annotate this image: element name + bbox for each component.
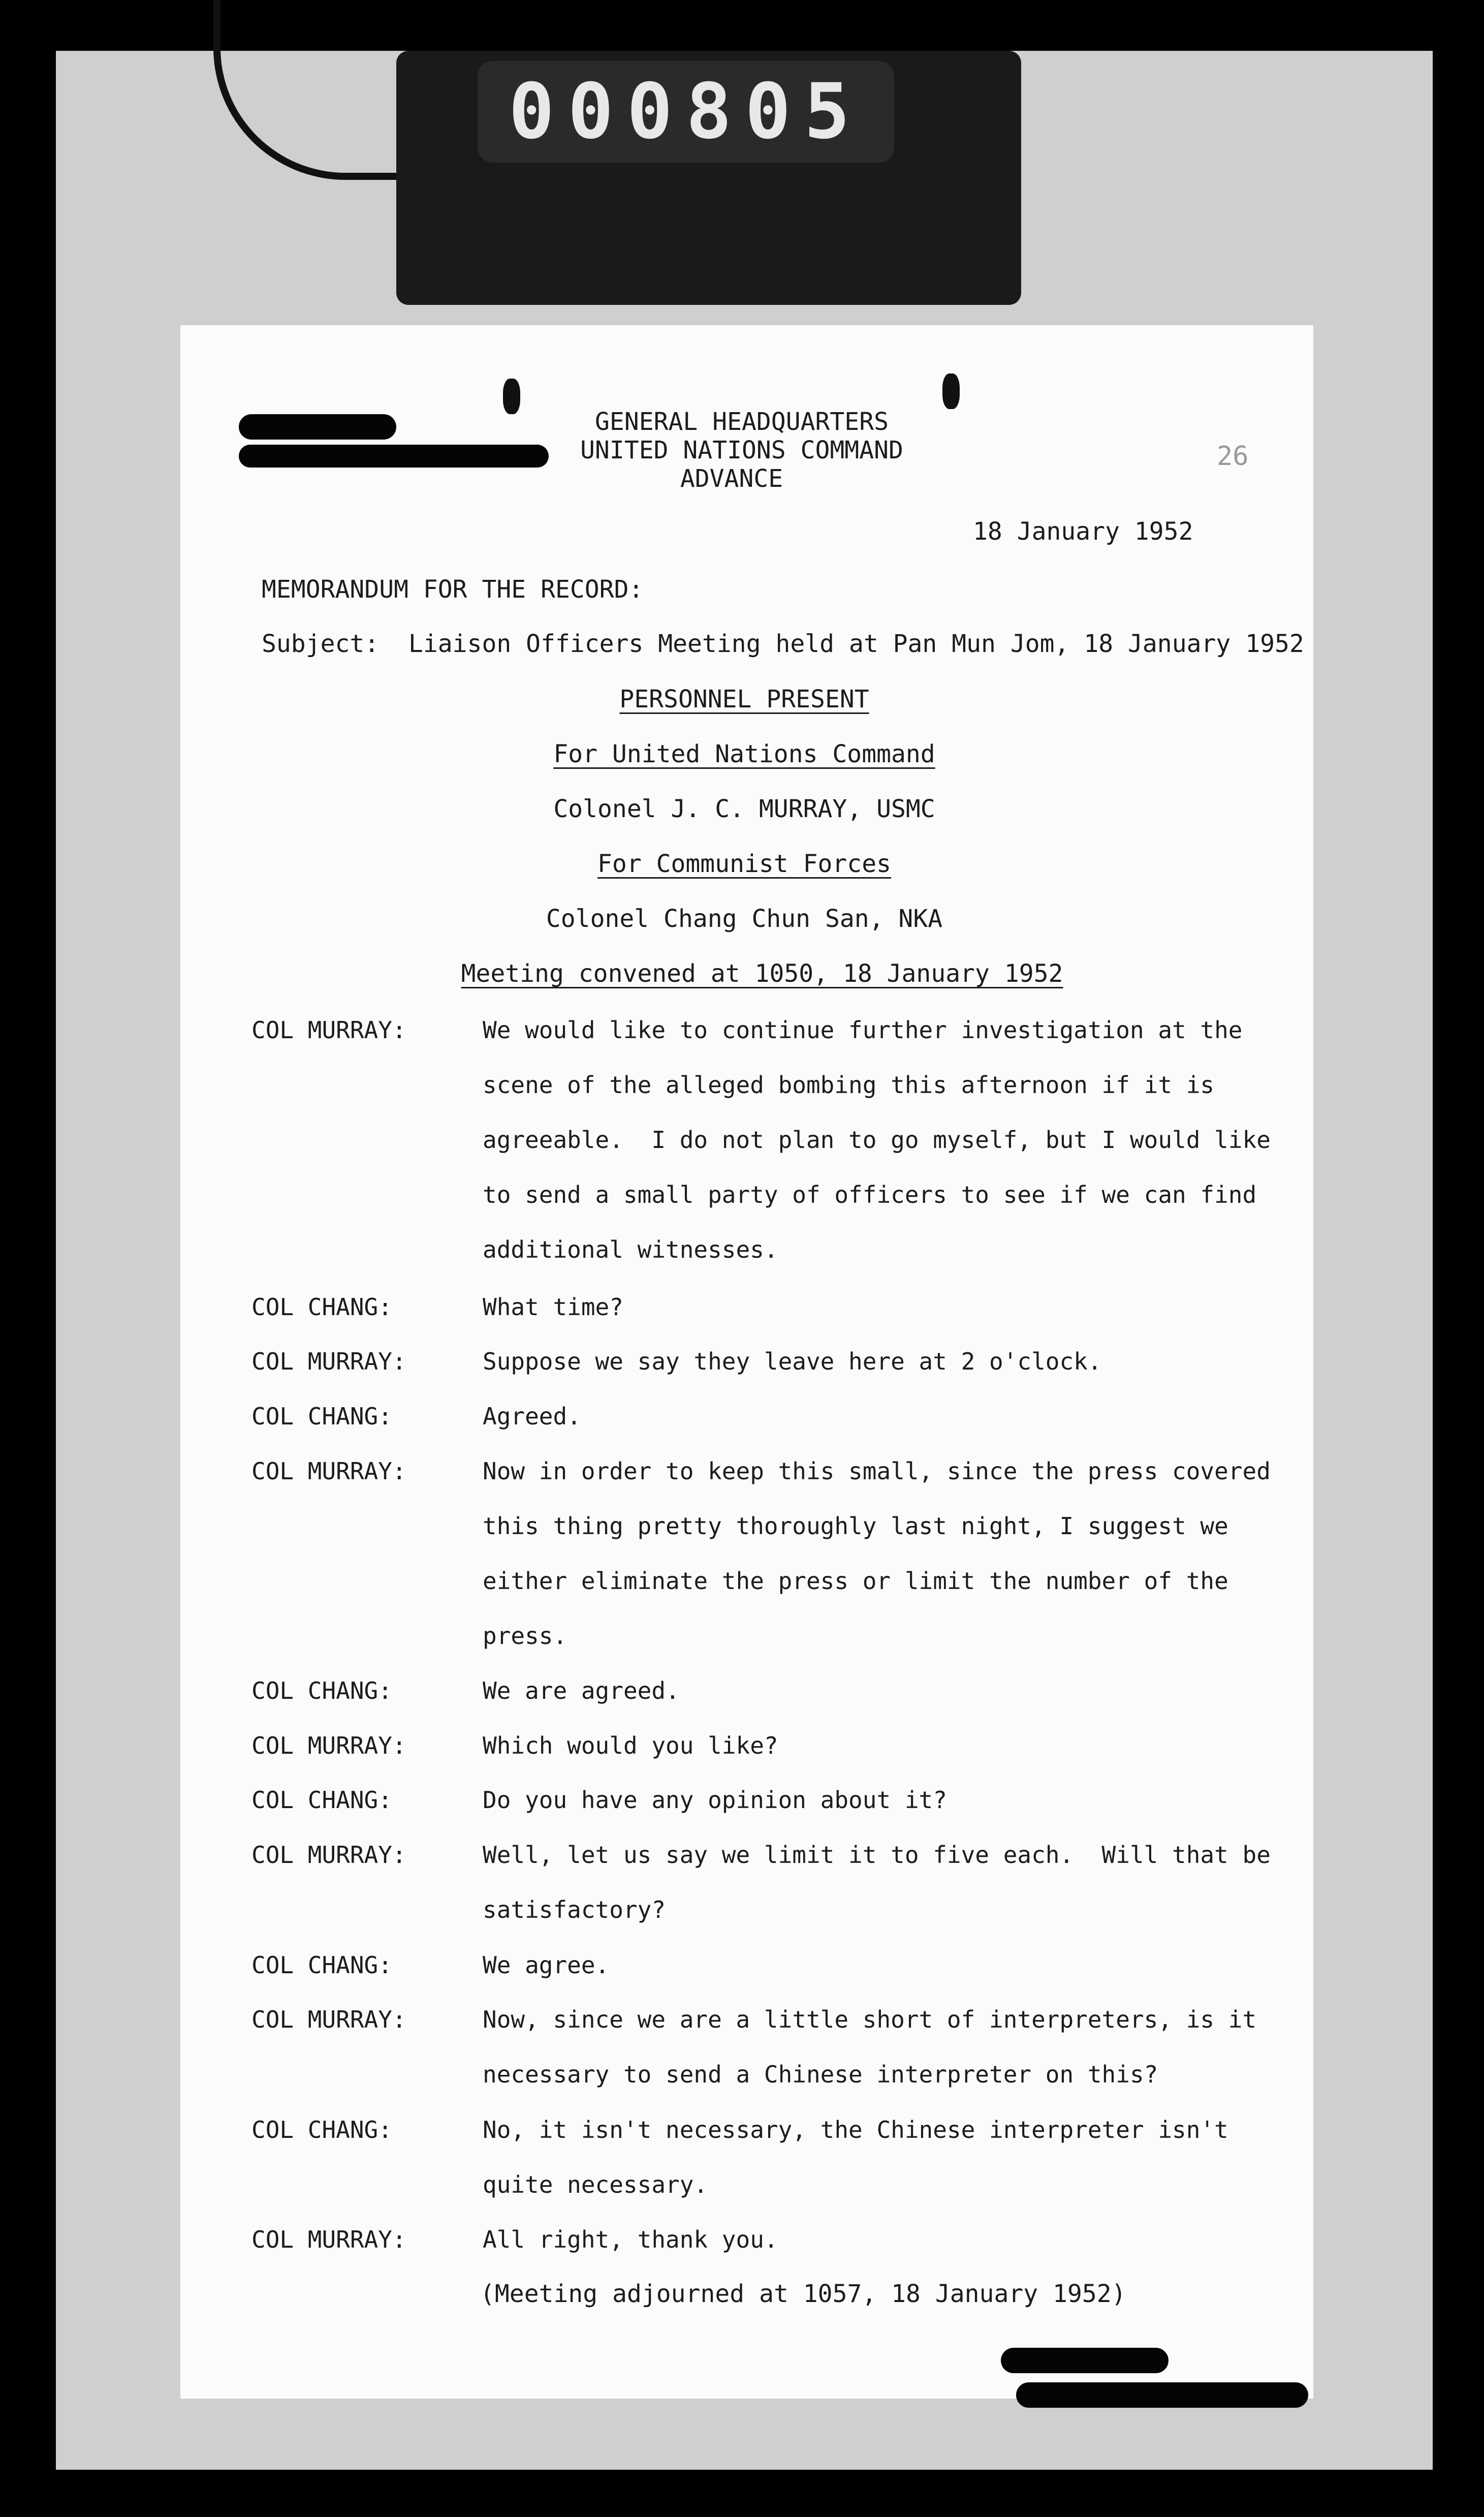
header-line-2: UNITED NATIONS COMMAND <box>580 436 903 464</box>
speaker-label: COL CHANG: <box>251 1677 392 1704</box>
speaker-label: COL CHANG: <box>251 2116 392 2143</box>
communist-forces-member: Colonel Chang Chun San, NKA <box>546 905 943 933</box>
dialogue-line: We would like to continue further investigation at the <box>483 1016 1243 1044</box>
dialogue-line: quite necessary. <box>483 2171 708 2198</box>
dialogue-line: Now in order to keep this small, since the press covered <box>483 1457 1271 1485</box>
redaction-top-1 <box>239 414 396 440</box>
memo-title: MEMORANDUM FOR THE RECORD: <box>262 575 644 604</box>
dialogue-line: satisfactory? <box>483 1896 666 1923</box>
punch-hole-left <box>503 379 520 414</box>
meeting-convened: Meeting convened at 1050, 18 January 1952 <box>461 959 1063 988</box>
speaker-label: COL MURRAY: <box>251 2226 406 2253</box>
dialogue-line: All right, thank you. <box>483 2226 778 2253</box>
punch-hole-right <box>942 374 960 409</box>
communist-forces-heading: For Communist Forces <box>597 850 891 878</box>
speaker-label: COL CHANG: <box>251 1786 392 1814</box>
speaker-label: COL MURRAY: <box>251 1732 406 1759</box>
speaker-label: COL CHANG: <box>251 1403 392 1430</box>
speaker-label: COL CHANG: <box>251 1293 392 1321</box>
memo-date: 18 January 1952 <box>973 517 1193 546</box>
dialogue-line: We are agreed. <box>483 1677 680 1704</box>
dialogue-line: Which would you like? <box>483 1732 778 1759</box>
dialogue-line: either eliminate the press or limit the number of the <box>483 1567 1228 1595</box>
dialogue-line: Agreed. <box>483 1403 581 1430</box>
dialogue-line: What time? <box>483 1293 623 1321</box>
un-command-heading: For United Nations Command <box>553 740 935 768</box>
speaker-label: COL CHANG: <box>251 1951 392 1979</box>
dialogue-line: Do you have any opinion about it? <box>483 1786 947 1814</box>
dialogue-line: Suppose we say they leave here at 2 o'clock. <box>483 1348 1102 1375</box>
speaker-label: COL MURRAY: <box>251 1016 406 1044</box>
dialogue-line: Well, let us say we limit it to five each. Will that be <box>483 1841 1271 1869</box>
speaker-label: COL MURRAY: <box>251 1348 406 1375</box>
dialogue-line: We agree. <box>483 1951 610 1979</box>
un-command-member: Colonel J. C. MURRAY, USMC <box>553 795 935 823</box>
dialogue-line: to send a small party of officers to see if we can find <box>483 1181 1257 1208</box>
header-line-1: GENERAL HEADQUARTERS <box>595 408 889 436</box>
frame-counter: 000805 <box>478 61 894 163</box>
header-line-3: ADVANCE <box>680 464 783 493</box>
redaction-top-2 <box>239 445 549 468</box>
meeting-adjourned: (Meeting adjourned at 1057, 18 January 1952) <box>480 2280 1126 2308</box>
dialogue-line: No, it isn't necessary, the Chinese interpreter isn't <box>483 2116 1228 2143</box>
redaction-bottom-1 <box>1001 2348 1169 2373</box>
dialogue-line: press. <box>483 1622 567 1650</box>
speaker-label: COL MURRAY: <box>251 1841 406 1869</box>
dialogue-line: this thing pretty thoroughly last night, I suggest we <box>483 1512 1228 1540</box>
dialogue-line: Now, since we are a little short of interpreters, is it <box>483 2006 1257 2033</box>
dialogue-line: scene of the alleged bombing this afternoon if it is <box>483 1071 1215 1099</box>
page-mark: 26 <box>1217 441 1249 472</box>
memo-subject: Subject: Liaison Officers Meeting held at Pan Mun Jom, 18 January 1952 <box>262 630 1304 658</box>
dialogue-line: additional witnesses. <box>483 1236 778 1263</box>
dialogue-line: necessary to send a Chinese interpreter on this? <box>483 2061 1158 2088</box>
personnel-heading: PERSONNEL PRESENT <box>619 685 869 713</box>
dialogue-line: agreeable. I do not plan to go myself, but I would like <box>483 1126 1271 1154</box>
redaction-bottom-2 <box>1016 2382 1308 2408</box>
speaker-label: COL MURRAY: <box>251 1457 406 1485</box>
speaker-label: COL MURRAY: <box>251 2006 406 2033</box>
